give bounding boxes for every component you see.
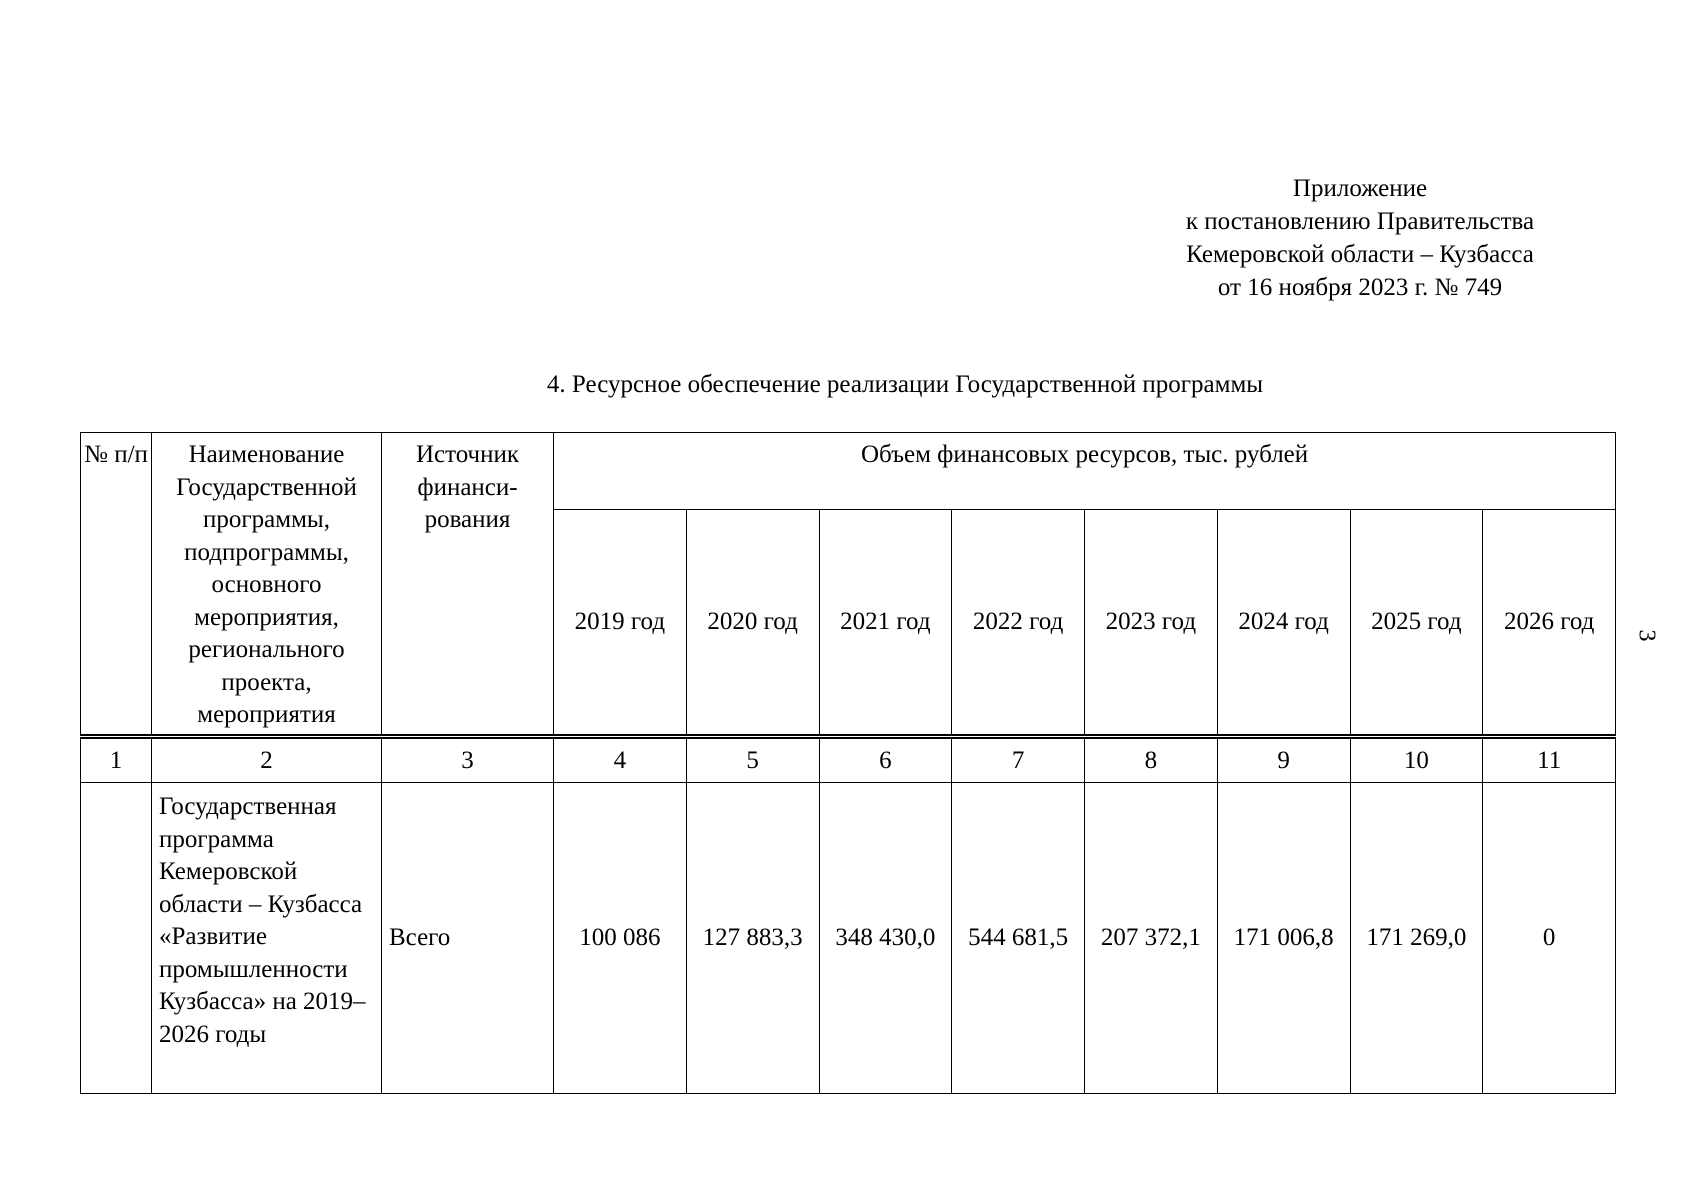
header-year: 2022 год xyxy=(952,510,1085,737)
column-number: 3 xyxy=(382,737,554,783)
header-row xyxy=(81,433,1616,510)
column-number: 1 xyxy=(81,737,152,783)
column-number: 8 xyxy=(1085,737,1218,783)
row-value: 348 430,0 xyxy=(819,783,952,1094)
resource-table-wrapper xyxy=(80,432,1615,1094)
header-year: 2019 год xyxy=(554,510,687,737)
header-name: Наименование Государственной программы, подпрограммы, основного мероприятия, регионального проекта, мероприятия xyxy=(152,433,382,737)
column-number: 2 xyxy=(152,737,382,783)
column-number: 9 xyxy=(1217,737,1350,783)
row-value: 171 269,0 xyxy=(1350,783,1483,1094)
page-number: 3 xyxy=(1633,629,1660,642)
column-number: 7 xyxy=(952,737,1085,783)
column-numbers-row xyxy=(81,737,1616,783)
row-value: 544 681,5 xyxy=(952,783,1085,1094)
row-value: 171 006,8 xyxy=(1217,783,1350,1094)
header-year: 2024 год xyxy=(1217,510,1350,737)
header-volume-text: Объем финансовых ресурсов, тыс. рублей xyxy=(860,441,1309,468)
row-source: Всего xyxy=(382,783,554,1094)
row-value: 100 086 xyxy=(554,783,687,1094)
header-year: 2025 год xyxy=(1350,510,1483,737)
header-year: 2020 год xyxy=(686,510,819,737)
attachment-line-2: к постановлению Правительства xyxy=(1185,208,1535,235)
column-number: 4 xyxy=(554,737,687,783)
attachment-line-1: Приложение xyxy=(1292,175,1428,202)
header-year: 2026 год xyxy=(1483,510,1616,737)
column-number: 11 xyxy=(1483,737,1616,783)
attachment-line-4: от 16 ноября 2023 г. № 749 xyxy=(1217,274,1503,301)
section-title: 4. Ресурсное обеспечение реализации Государственной программы xyxy=(546,371,1264,398)
table-row xyxy=(81,783,1616,1094)
header-year: 2023 год xyxy=(1085,510,1218,737)
row-value: 127 883,3 xyxy=(686,783,819,1094)
row-number xyxy=(81,783,152,1094)
resource-table xyxy=(80,432,1616,1094)
header-number: № п/п xyxy=(81,433,152,737)
attachment-line-3: Кемеровской области – Кузбасса xyxy=(1186,241,1534,268)
column-number: 10 xyxy=(1350,737,1483,783)
header-volume xyxy=(554,433,1616,510)
row-value: 207 372,1 xyxy=(1085,783,1218,1094)
row-value: 0 xyxy=(1483,783,1616,1094)
column-number: 6 xyxy=(819,737,952,783)
header-year: 2021 год xyxy=(819,510,952,737)
header-source: Источник финанси-рования xyxy=(382,433,554,737)
row-name: Государственная программа Кемеровской области – Кузбасса «Развитие промышленности Кузбасса» на 2019–2026 годы xyxy=(152,783,382,1094)
attachment-header xyxy=(1120,172,1600,304)
column-number: 5 xyxy=(686,737,819,783)
